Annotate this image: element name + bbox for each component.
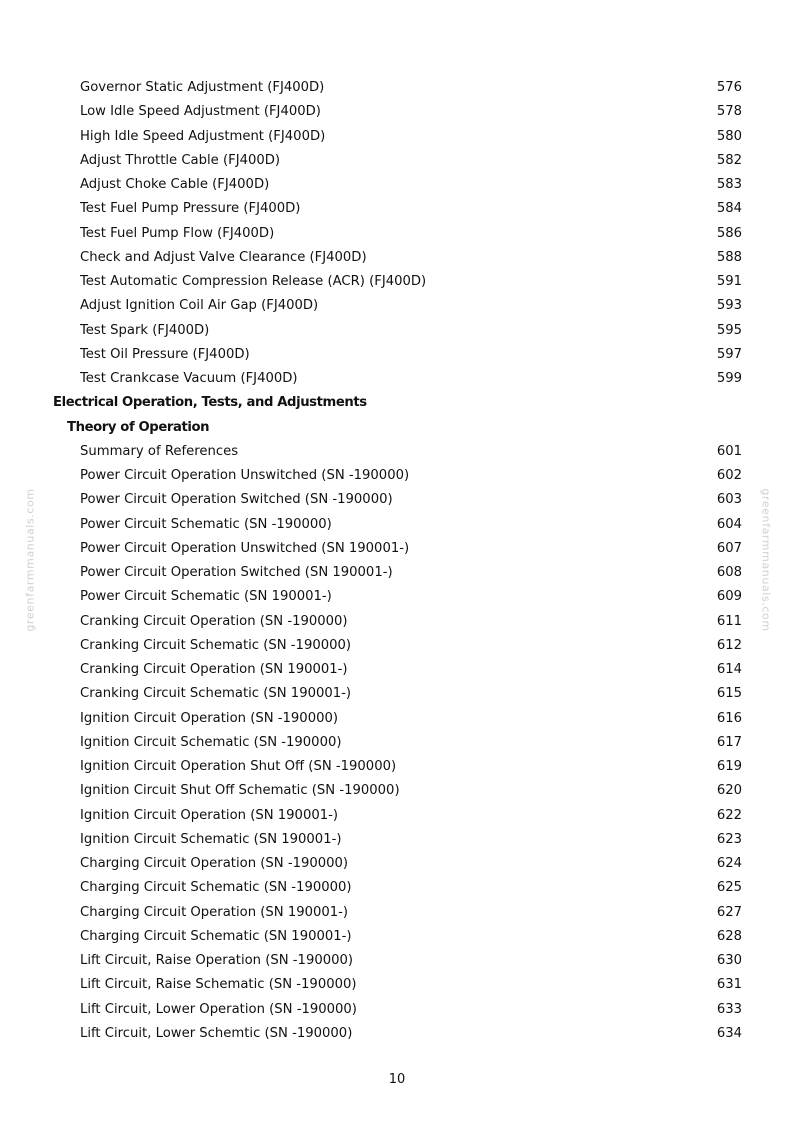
- toc-entry-page: 595: [716, 322, 742, 338]
- toc-entry-page: 580: [716, 128, 742, 144]
- toc-entry-title: Ignition Circuit Operation (SN 190001-): [80, 807, 339, 823]
- toc-entry[interactable]: [0, 197, 794, 221]
- toc-entry[interactable]: [0, 779, 794, 803]
- toc-entry[interactable]: [0, 1022, 794, 1046]
- toc-entry-title: Power Circuit Operation Unswitched (SN -190000): [80, 468, 410, 483]
- toc-entry[interactable]: [0, 76, 794, 100]
- watermark-left: greenfarmmanuals.com: [23, 488, 37, 632]
- toc-entry[interactable]: [0, 852, 794, 876]
- toc-entry-title: Power Circuit Operation Switched (SN -190000): [80, 492, 393, 508]
- toc-entry[interactable]: [0, 658, 794, 682]
- toc-entry-page: 616: [716, 710, 742, 726]
- toc-entry[interactable]: [0, 294, 794, 318]
- toc-entry[interactable]: [0, 828, 794, 852]
- toc-entry-title: Lift Circuit, Raise Schematic (SN -190000): [80, 977, 357, 993]
- toc-entry-page: 602: [716, 468, 742, 483]
- toc-entry-page: 609: [716, 589, 742, 605]
- toc-entry[interactable]: [0, 367, 794, 391]
- toc-entry-page: 582: [716, 152, 742, 168]
- toc-entry-title: Charging Circuit Operation (SN -190000): [80, 856, 349, 871]
- toc-entry-page: 625: [716, 880, 742, 896]
- toc-entry[interactable]: [0, 561, 794, 585]
- toc-entry-title: Test Spark (FJ400D): [80, 322, 210, 338]
- toc-entry-title: Test Oil Pressure (FJ400D): [80, 346, 250, 362]
- toc-entry-page: 614: [716, 662, 742, 677]
- toc-entry[interactable]: [0, 343, 794, 367]
- toc-entry-page: 619: [716, 759, 742, 774]
- toc-entry[interactable]: [0, 173, 794, 197]
- toc-entry-title: Power Circuit Schematic (SN -190000): [80, 516, 332, 532]
- toc-entry-page: 634: [716, 1025, 742, 1041]
- page-number: 10: [388, 1072, 406, 1087]
- toc-entry-page: 612: [716, 637, 742, 653]
- watermark-right: greenfarmmanuals.com: [759, 488, 773, 632]
- toc-entry-title: Charging Circuit Operation (SN 190001-): [80, 904, 349, 920]
- toc-entry[interactable]: [0, 949, 794, 973]
- toc-entry-page: 601: [716, 443, 742, 459]
- toc-entry[interactable]: [0, 973, 794, 997]
- toc-entry-page: 633: [716, 1001, 742, 1017]
- toc-entry-page: 593: [716, 298, 742, 314]
- toc-entry-page: 586: [716, 225, 742, 241]
- toc-entry-title: Electrical Operation, Tests, and Adjustments: [53, 395, 367, 411]
- toc-entry[interactable]: [0, 901, 794, 925]
- toc-entry[interactable]: [0, 537, 794, 561]
- table-of-contents: [0, 76, 794, 1046]
- toc-entry[interactable]: [0, 610, 794, 634]
- toc-entry-title: Adjust Choke Cable (FJ400D): [80, 177, 270, 192]
- toc-entry[interactable]: [0, 707, 794, 731]
- toc-entry-page: 630: [716, 953, 742, 968]
- toc-entry[interactable]: [0, 464, 794, 488]
- toc-entry[interactable]: [0, 804, 794, 828]
- toc-entry-title: Adjust Throttle Cable (FJ400D): [80, 152, 281, 168]
- toc-entry-title: Ignition Circuit Operation Shut Off (SN -190000): [80, 759, 397, 774]
- toc-entry[interactable]: [0, 876, 794, 900]
- toc-entry[interactable]: [0, 925, 794, 949]
- toc-entry-title: Lift Circuit, Lower Operation (SN -190000): [80, 1001, 357, 1017]
- toc-entry-title: High Idle Speed Adjustment (FJ400D): [80, 128, 326, 144]
- toc-entry[interactable]: [0, 100, 794, 124]
- toc-entry[interactable]: [0, 270, 794, 294]
- toc-entry[interactable]: [0, 246, 794, 270]
- toc-entry-title: Test Automatic Compression Release (ACR) (FJ400D): [80, 274, 427, 289]
- toc-entry-title: Power Circuit Operation Unswitched (SN 190001-): [80, 540, 410, 556]
- toc-entry-page: 624: [716, 856, 742, 871]
- toc-entry-page: 620: [716, 783, 742, 799]
- toc-entry-page: 631: [716, 977, 742, 993]
- toc-entry-title: Check and Adjust Valve Clearance (FJ400D): [80, 249, 367, 265]
- toc-entry-title: Cranking Circuit Schematic (SN 190001-): [80, 686, 352, 702]
- toc-entry-page: 617: [716, 734, 742, 750]
- toc-entry-page: 607: [716, 540, 742, 556]
- toc-entry-title: Cranking Circuit Schematic (SN -190000): [80, 637, 352, 653]
- toc-entry[interactable]: [0, 998, 794, 1022]
- toc-entry-title: Lift Circuit, Lower Schemtic (SN -190000): [80, 1025, 353, 1041]
- toc-entry[interactable]: [0, 149, 794, 173]
- toc-entry[interactable]: [0, 634, 794, 658]
- toc-entry-page: 627: [716, 904, 742, 920]
- toc-entry-title: Charging Circuit Schematic (SN 190001-): [80, 928, 352, 944]
- toc-entry-title: Test Crankcase Vacuum (FJ400D): [80, 371, 298, 386]
- toc-entry-page: 611: [716, 613, 742, 629]
- toc-entry-title: Lift Circuit, Raise Operation (SN -190000): [80, 953, 354, 968]
- toc-section-heading: [0, 416, 794, 440]
- toc-entry-title: Theory of Operation: [67, 419, 210, 435]
- toc-entry-title: Ignition Circuit Schematic (SN -190000): [80, 734, 342, 750]
- toc-entry-title: Ignition Circuit Schematic (SN 190001-): [80, 831, 342, 847]
- toc-entry[interactable]: [0, 222, 794, 246]
- toc-entry-page: 578: [716, 104, 742, 120]
- toc-entry[interactable]: [0, 319, 794, 343]
- toc-entry-title: Test Fuel Pump Pressure (FJ400D): [80, 201, 301, 217]
- toc-section-heading: [0, 391, 794, 415]
- toc-entry-page: 584: [716, 201, 742, 217]
- toc-entry-title: Governor Static Adjustment (FJ400D): [80, 80, 325, 95]
- toc-entry-title: Cranking Circuit Operation (SN -190000): [80, 613, 348, 629]
- toc-entry[interactable]: [0, 513, 794, 537]
- toc-entry-page: 603: [716, 492, 742, 508]
- toc-entry-page: 608: [716, 565, 742, 580]
- toc-entry-title: Power Circuit Schematic (SN 190001-): [80, 589, 332, 605]
- toc-entry[interactable]: [0, 125, 794, 149]
- toc-entry-page: 597: [716, 346, 742, 362]
- toc-entry-page: 599: [716, 371, 742, 386]
- toc-entry[interactable]: [0, 682, 794, 706]
- toc-entry-title: Power Circuit Operation Switched (SN 190001-): [80, 565, 393, 580]
- toc-entry-page: 623: [716, 831, 742, 847]
- toc-entry-title: Ignition Circuit Shut Off Schematic (SN -190000): [80, 783, 400, 799]
- toc-entry[interactable]: [0, 755, 794, 779]
- toc-entry-title: Charging Circuit Schematic (SN -190000): [80, 880, 352, 896]
- toc-entry-title: Ignition Circuit Operation (SN -190000): [80, 710, 339, 726]
- toc-entry-page: 615: [716, 686, 742, 702]
- toc-entry-page: 628: [716, 928, 742, 944]
- toc-entry[interactable]: [0, 440, 794, 464]
- toc-entry-page: 576: [716, 80, 742, 95]
- toc-entry-title: Cranking Circuit Operation (SN 190001-): [80, 662, 348, 677]
- toc-entry-title: Summary of References: [80, 443, 239, 459]
- toc-entry[interactable]: [0, 585, 794, 609]
- toc-entry[interactable]: [0, 731, 794, 755]
- toc-entry-page: 588: [716, 249, 742, 265]
- toc-entry-title: Test Fuel Pump Flow (FJ400D): [80, 225, 275, 241]
- toc-entry[interactable]: [0, 488, 794, 512]
- toc-entry-page: 604: [716, 516, 742, 532]
- toc-entry-page: 583: [716, 177, 742, 192]
- toc-entry-page: 591: [716, 274, 742, 289]
- toc-entry-title: Low Idle Speed Adjustment (FJ400D): [80, 104, 321, 120]
- toc-entry-page: 622: [716, 807, 742, 823]
- toc-entry-title: Adjust Ignition Coil Air Gap (FJ400D): [80, 298, 319, 314]
